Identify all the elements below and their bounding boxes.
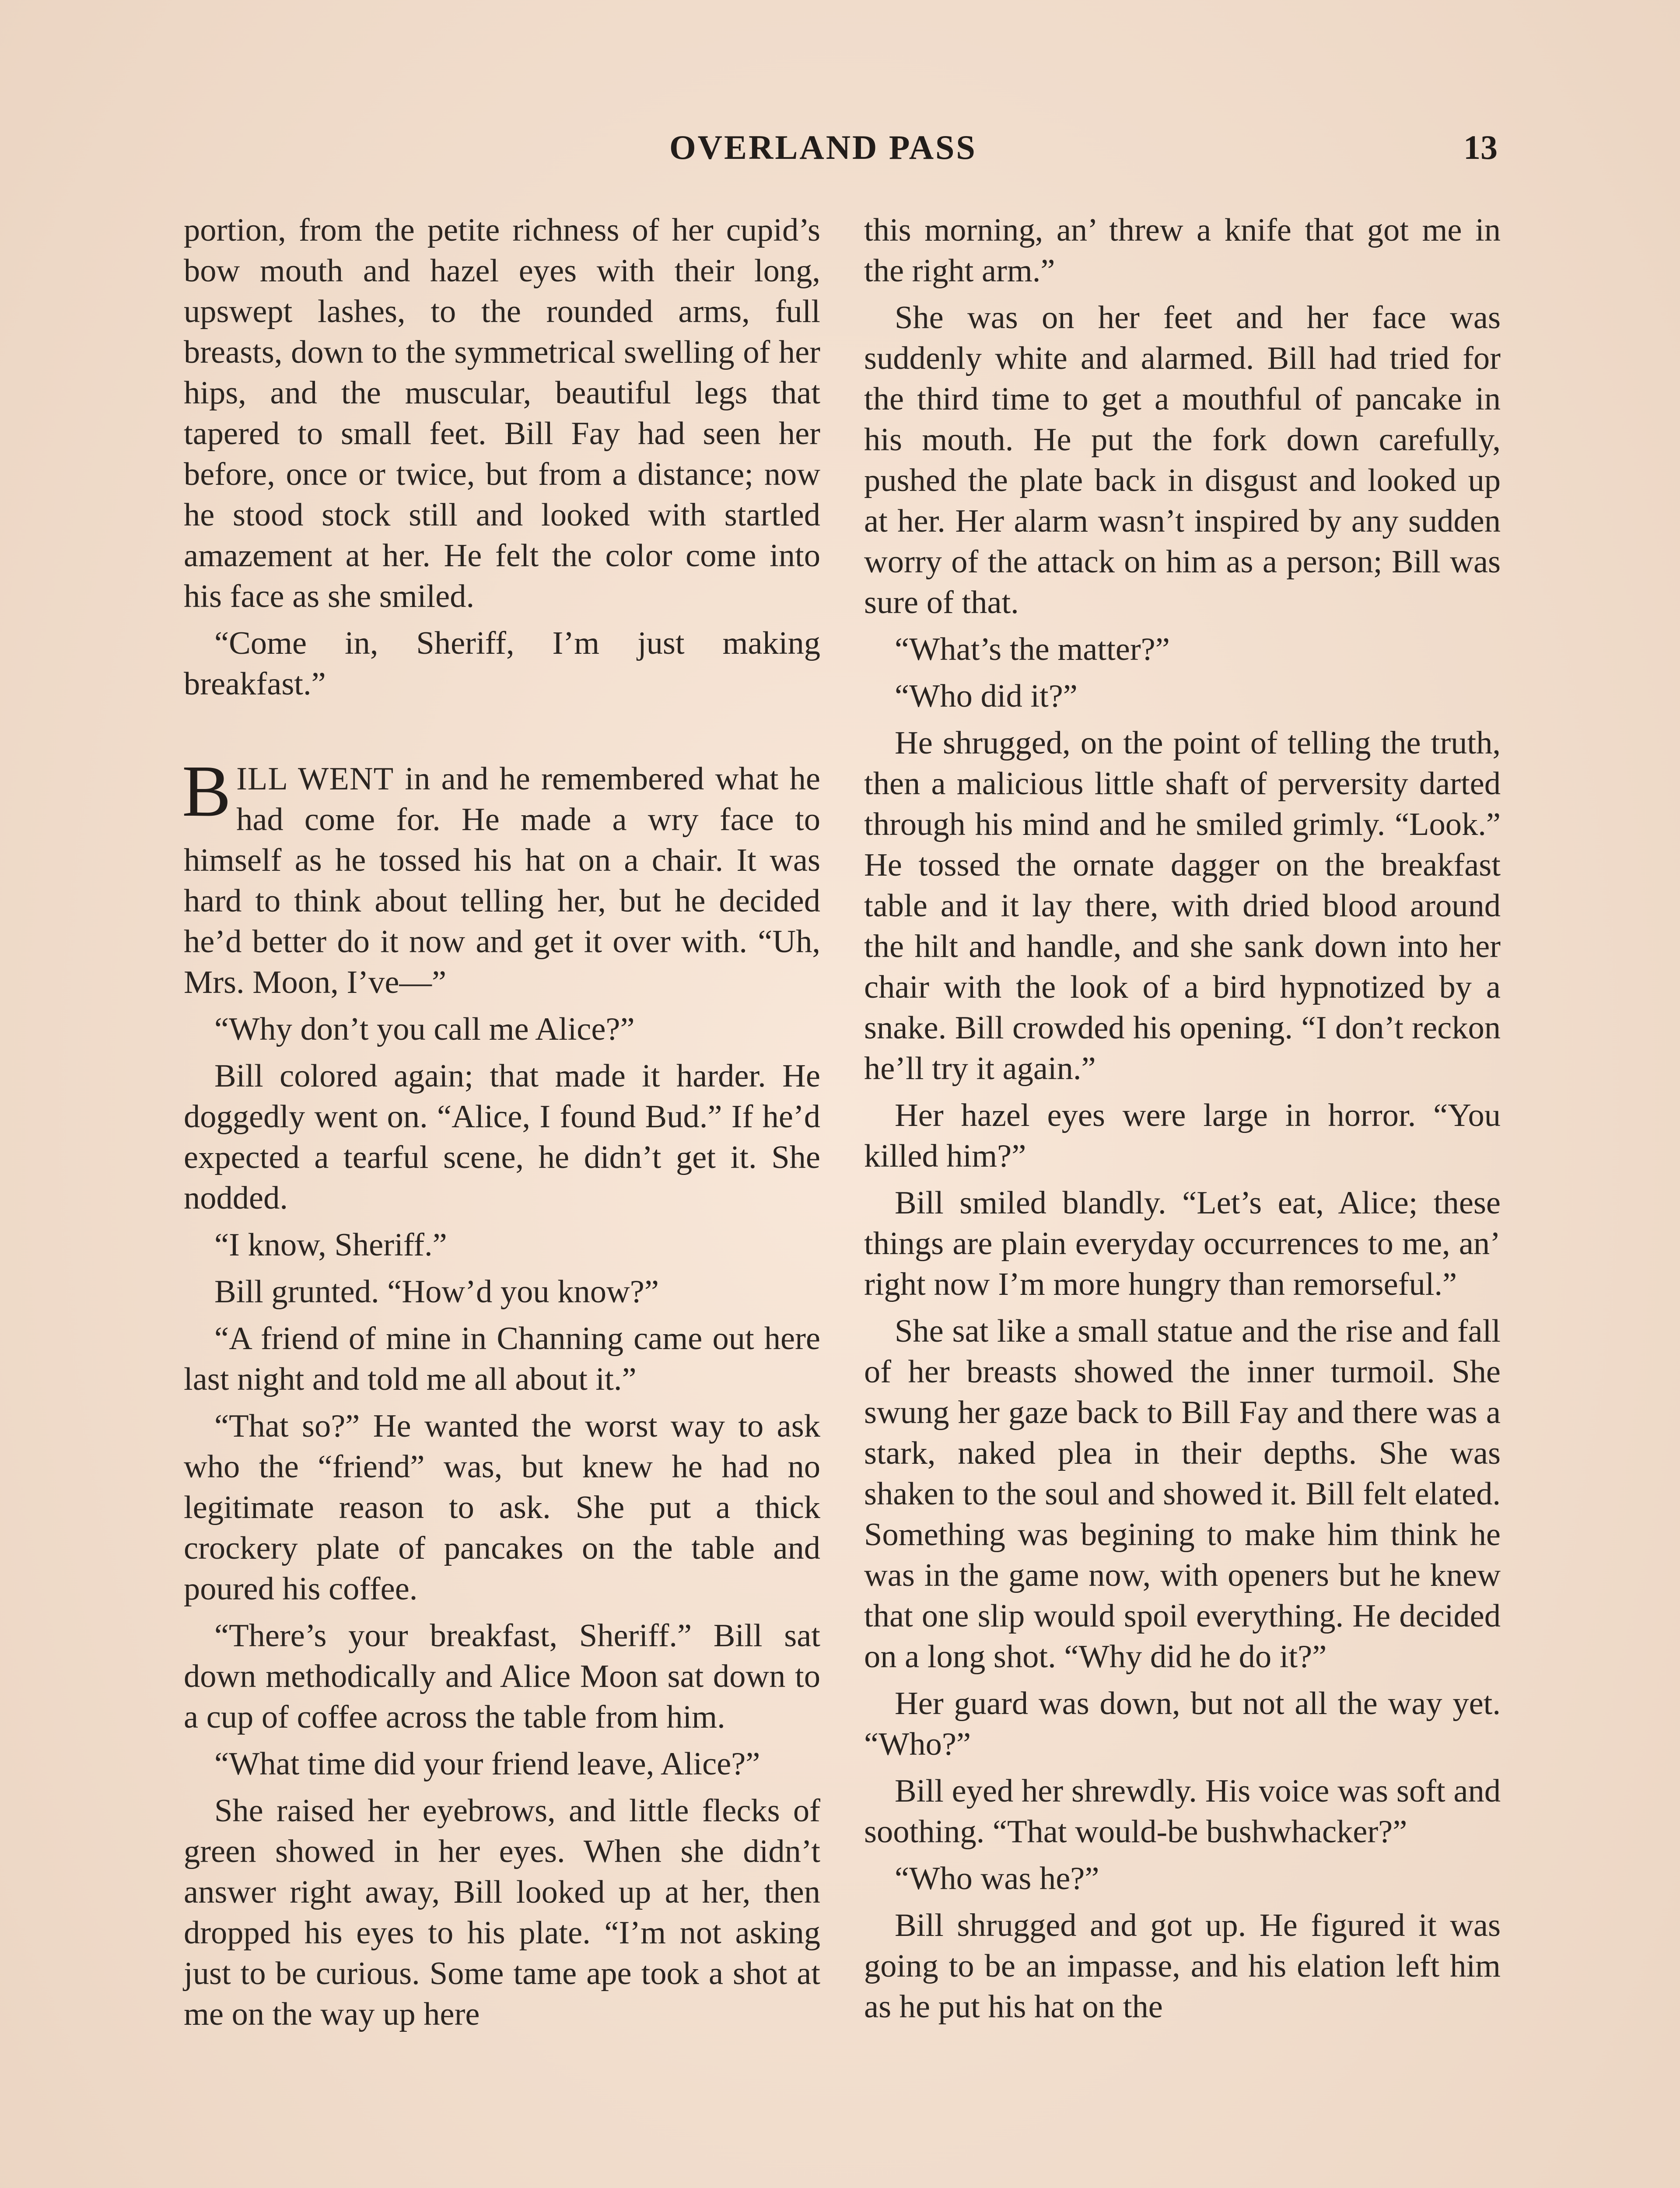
paragraph: “I know, Sheriff.” <box>214 1227 447 1263</box>
paragraph: “Why don’t you call me Alice?” <box>214 1011 635 1047</box>
right-column <box>864 210 1501 2034</box>
paragraph: He shrugged, on the point of telling the truth, then a malicious little shaft of perversity darted through his mind and he smiled grimly. “Look.” He tossed the ornate dagger on the breakfast table and it lay there, with dried blood around the hilt and handle, and she sank down into her chair with the look of a bird hypnotized by a snake. Bill crowded his opening. “I don’t reckon he’ll try it again.” <box>864 725 1501 1087</box>
dropcap-paragraph <box>182 750 820 1003</box>
paragraph: Her guard was down, but not all the way yet. “Who?” <box>864 1686 1501 1762</box>
paragraph: Bill eyed her shrewdly. His voice was soft and soothing. “That would-be bushwhacker?” <box>864 1773 1501 1850</box>
paragraph: “There’s your breakfast, Sheriff.” Bill sat down methodically and Alice Moon sat down to a cup of coffee across the table from him. <box>184 1618 820 1735</box>
paragraph: “Who was he?” <box>895 1861 1099 1897</box>
paragraph: Her hazel eyes were large in horror. “You killed him?” <box>864 1098 1501 1174</box>
paragraph: She was on her feet and her face was suddenly white and alarmed. Bill had tried for the third time to get a mouthful of pancake in his mouth. He put the fork down carefully, pushed the plate back in disgust and looked up at her. Her alarm wasn’t inspired by any sudden worry of the attack on him as a person; Bill was sure of that. <box>864 300 1501 621</box>
paragraph: Bill grunted. “How’d you know?” <box>214 1274 659 1310</box>
section-break <box>184 711 820 759</box>
paragraph: “What time did your friend leave, Alice?” <box>214 1746 760 1782</box>
paragraph: “A friend of mine in Channing came out here last night and told me all about it.” <box>184 1321 820 1397</box>
paragraph: Bill colored again; that made it harder. He doggedly went on. “Alice, I found Bud.” If he’d expected a tearful scene, he didn’t get it. She nodded. <box>184 1058 820 1216</box>
paragraph: portion, from the petite richness of her cupid’s bow mouth and hazel eyes with their long, upswept lashes, to the rounded arms, full breasts, down to the symmetrical swelling of her hips, and the muscular, beautiful legs that tapered to small feet. Bill Fay had seen her before, once or twice, but from a distance; now he stood stock still and looked with startled amazement at her. He felt the color come into his face as she smiled. <box>184 212 820 614</box>
running-head: OVERLAND PASS <box>669 128 977 166</box>
paragraph: She raised her eyebrows, and little flecks of green showed in her eyes. When she didn’t answer right away, Bill looked up at her, then dropped his eyes to his plate. “I’m not asking just to be curious. Some tame ape took a shot at me on the way up here <box>184 1793 820 2032</box>
drop-cap: B <box>182 750 231 832</box>
paragraph: “What’s the matter?” <box>895 631 1170 667</box>
page-number: 13 <box>1463 128 1498 166</box>
paragraph: “Come in, Sheriff, I’m just making breakfast.” <box>184 625 820 702</box>
left-column <box>184 210 820 2041</box>
paragraph: this morning, an’ threw a knife that got me in the right arm.” <box>864 212 1501 289</box>
paragraph: Bill shrugged and got up. He figured it was going to be an impasse, and his elation left him as he put his hat on the <box>864 1907 1501 2025</box>
paragraph-rest: in and he remembered what he had come for. He made a wry face to himself as he tossed his hat on a chair. It was hard to think about telling her, but he decided he’d better do it now and get it over with. “Uh, Mrs. Moon, I’ve—” <box>184 761 820 1000</box>
small-caps-lead: ILL WENT <box>236 761 394 797</box>
paragraph: “Who did it?” <box>895 678 1078 714</box>
paragraph: Bill smiled blandly. “Let’s eat, Alice; these things are plain everyday occurrences to me, an’ right now I’m more hungry than remorseful.” <box>864 1185 1501 1302</box>
paragraph: “That so?” He wanted the worst way to ask who the “friend” was, but knew he had no legitimate reason to ask. She put a thick crockery plate of pancakes on the table and poured his coffee. <box>184 1408 820 1607</box>
paragraph: She sat like a small statue and the rise and fall of her breasts showed the inner turmoil. She swung her gaze back to Bill Fay and there was a stark, naked plea in their depths. She was shaken to the soul and showed it. Bill felt elated. Something was begining to make him think he was in the game now, with openers but he knew that one slip would spoil everything. He decided on a long shot. “Why did he do it?” <box>864 1313 1501 1675</box>
